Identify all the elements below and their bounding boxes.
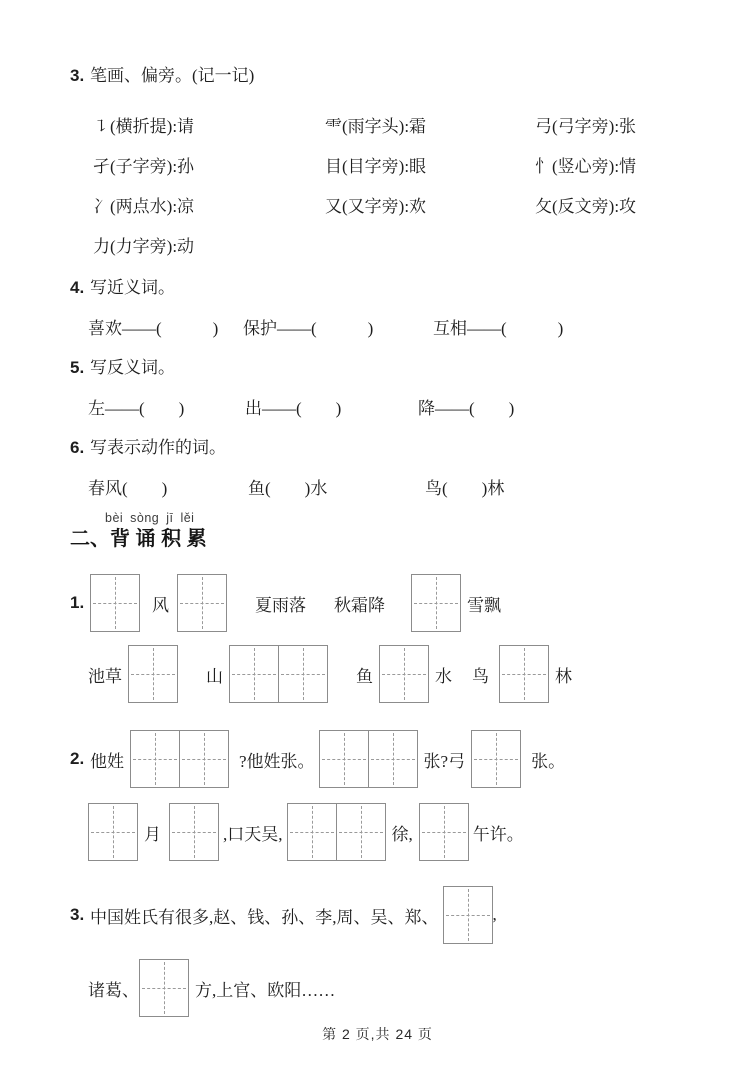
action-word-blank[interactable]: 春风( ) <box>88 479 168 498</box>
recite-q2-line2 <box>70 803 719 861</box>
tianzige-cell <box>129 646 177 702</box>
recite-q2-seg5: 月 <box>144 824 161 844</box>
tianzige-cell <box>368 731 417 787</box>
recite-q1-number: 1. <box>70 593 85 612</box>
tianzige-grid[interactable] <box>379 645 429 703</box>
synonym-blank[interactable]: 保护——( ) <box>243 319 374 338</box>
pinyin-label: bèi sòng jī lěi <box>105 511 195 525</box>
tianzige-grid[interactable] <box>229 645 328 703</box>
recite-q1-water: 水 <box>435 666 452 686</box>
radical-list <box>70 114 719 260</box>
recite-q3-line1 <box>70 886 719 944</box>
recite-q2-seg4: 张。 <box>531 751 566 771</box>
tianzige-grid[interactable] <box>88 803 138 861</box>
recite-q3-seg4: 方,上官、欧阳…… <box>195 980 336 1000</box>
question-6-title: 写表示动作的词。 <box>90 438 226 457</box>
antonym-row <box>70 396 719 422</box>
tianzige-cell <box>91 575 139 631</box>
radical-entry: 攵(反文旁):攻 <box>535 197 637 216</box>
tianzige-grid[interactable] <box>471 730 521 788</box>
tianzige-cell <box>178 575 226 631</box>
recite-q1-summer: 夏雨落 <box>255 595 306 615</box>
recite-q2-seg6: ,口天吴, <box>223 824 283 844</box>
radical-entry: 冫(两点水):凉 <box>93 197 195 216</box>
recite-q2-seg3: 张?弓 <box>423 751 466 771</box>
tianzige-cell <box>500 646 548 702</box>
tianzige-grid[interactable] <box>139 959 189 1017</box>
action-word-blank[interactable]: 鱼( )水 <box>248 479 328 498</box>
recite-q2-seg2: ?他姓张。 <box>239 751 315 771</box>
recite-q3-seg2: , <box>492 905 497 924</box>
recite-q3-number: 3. <box>70 905 85 924</box>
tianzige-cell <box>380 646 428 702</box>
recite-q1-autumn: 秋霜降 <box>334 595 385 615</box>
recite-q1-fish: 鱼 <box>356 666 373 686</box>
tianzige-cell <box>278 646 327 702</box>
recite-q3-line2 <box>70 959 719 1017</box>
radical-entry: 弓(弓字旁):张 <box>535 117 637 136</box>
radical-entry: 目(目字旁):眼 <box>325 157 427 176</box>
tianzige-cell <box>131 731 179 787</box>
tianzige-cell <box>412 575 460 631</box>
tianzige-grid[interactable] <box>419 803 469 861</box>
question-6-number: 6. <box>70 438 85 457</box>
tianzige-cell <box>140 960 188 1016</box>
tianzige-grid[interactable] <box>130 730 229 788</box>
section-2-header <box>70 510 719 552</box>
tianzige-grid[interactable] <box>443 886 493 944</box>
synonym-row <box>70 316 719 342</box>
radical-entry: ㇊(横折提):请 <box>93 117 195 136</box>
question-5-number: 5. <box>70 358 85 377</box>
question-4-number: 4. <box>70 278 85 297</box>
question-3-title: 笔画、偏旁。(记一记) <box>90 66 255 85</box>
tianzige-cell <box>472 731 520 787</box>
tianzige-cell <box>288 804 336 860</box>
radical-entry: 又(又字旁):欢 <box>325 197 427 216</box>
radical-entry: 力(力字旁):动 <box>93 237 195 256</box>
action-word-blank[interactable]: 鸟( )林 <box>425 479 505 498</box>
recite-q1-bird: 鸟 <box>472 666 489 686</box>
page-footer: 第 2 页,共 24 页 <box>322 1026 433 1042</box>
tianzige-grid[interactable] <box>169 803 219 861</box>
radical-entry: 孑(子字旁):孙 <box>93 157 195 176</box>
synonym-blank[interactable]: 喜欢——( ) <box>88 319 219 338</box>
recite-q3-seg3: 诸葛、 <box>88 980 139 1000</box>
tianzige-grid[interactable] <box>128 645 178 703</box>
tianzige-grid[interactable] <box>177 574 227 632</box>
recite-q1-line1 <box>70 574 719 632</box>
question-6-header <box>70 436 719 460</box>
recite-q3-seg1: 中国姓氏有很多,赵、钱、孙、李,周、吴、郑、 <box>90 907 439 927</box>
recite-q2-seg8: 午许。 <box>472 824 524 844</box>
antonym-blank[interactable]: 出——( ) <box>245 399 342 418</box>
recite-q2-seg7: 徐, <box>391 824 413 844</box>
recite-q1-forest: 林 <box>555 666 572 686</box>
synonym-blank[interactable]: 互相——( ) <box>433 319 564 338</box>
recite-q1-pond: 池草 <box>88 666 122 686</box>
question-5-header <box>70 356 719 380</box>
recite-q2-line1 <box>70 730 719 788</box>
antonym-blank[interactable]: 降——( ) <box>418 399 515 418</box>
recite-q1-wind: 风 <box>152 595 169 615</box>
question-4-header <box>70 276 719 300</box>
tianzige-grid[interactable] <box>411 574 461 632</box>
question-3-header <box>70 64 719 88</box>
recite-q2-number: 2. <box>70 749 85 768</box>
antonym-blank[interactable]: 左——( ) <box>88 399 185 418</box>
tianzige-cell <box>170 804 218 860</box>
tianzige-cell <box>89 804 137 860</box>
question-5-title: 写反义词。 <box>90 358 175 377</box>
tianzige-grid[interactable] <box>90 574 140 632</box>
tianzige-cell <box>336 804 385 860</box>
radical-entry: ⻗(雨字头):霜 <box>325 117 427 136</box>
recite-q1-line2 <box>70 645 719 703</box>
tianzige-grid[interactable] <box>287 803 386 861</box>
tianzige-grid[interactable] <box>499 645 549 703</box>
tianzige-grid[interactable] <box>319 730 418 788</box>
radical-entry: 忄(竖心旁):情 <box>535 157 637 176</box>
tianzige-cell <box>230 646 278 702</box>
section-2-heading: 二、背 诵 积 累 <box>70 528 207 550</box>
action-word-row <box>70 476 719 502</box>
question-3-number: 3. <box>70 66 85 85</box>
question-4-title: 写近义词。 <box>90 278 175 297</box>
tianzige-cell <box>444 887 492 943</box>
tianzige-cell <box>320 731 368 787</box>
tianzige-cell <box>420 804 468 860</box>
recite-q2-seg1: 他姓 <box>90 751 124 771</box>
recite-q1-mountain: 山 <box>206 666 223 686</box>
recite-q1-snow: 雪飘 <box>467 595 501 615</box>
tianzige-cell <box>179 731 228 787</box>
